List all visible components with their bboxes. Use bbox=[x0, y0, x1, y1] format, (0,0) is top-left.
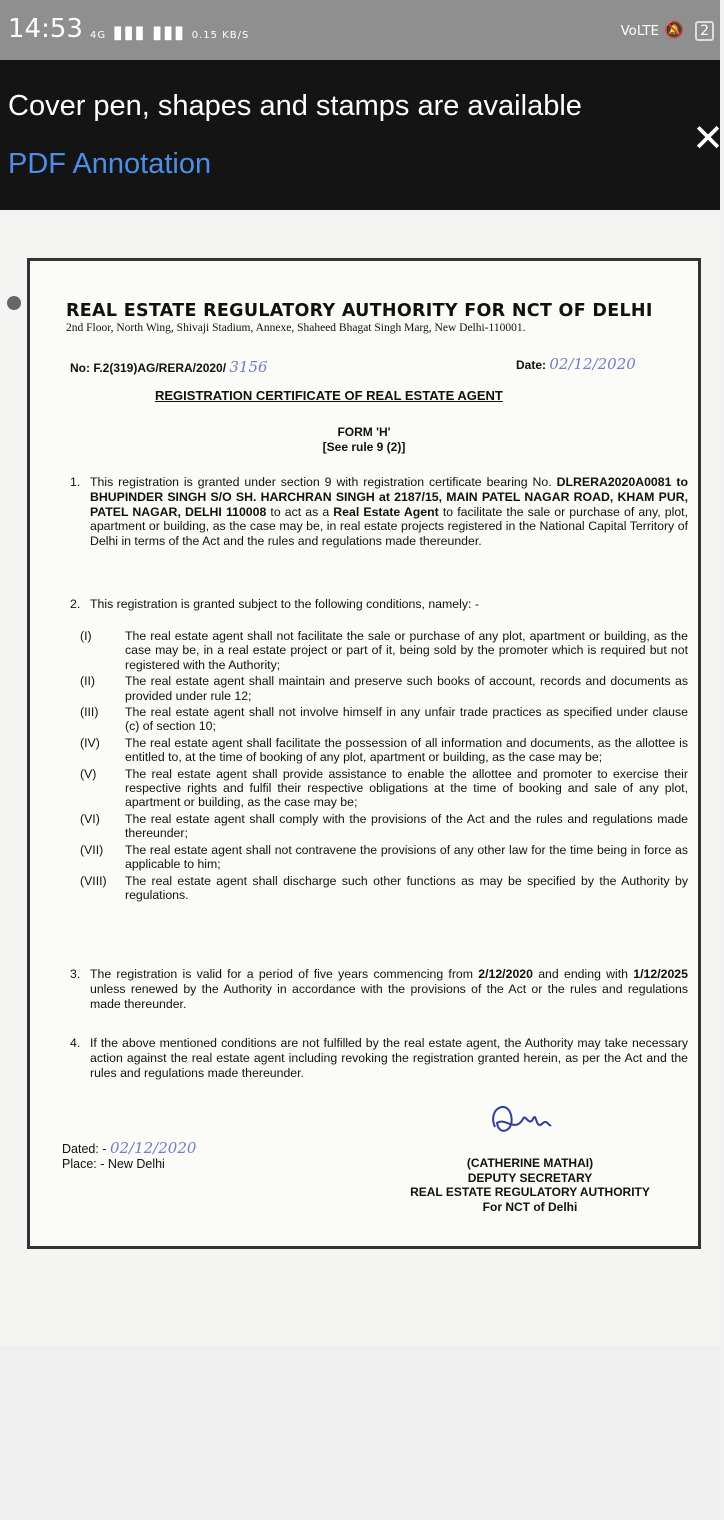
valid-from-date: 2/12/2020 bbox=[478, 967, 533, 981]
paragraph-number: 4. bbox=[70, 1036, 81, 1050]
condition-item bbox=[80, 629, 688, 672]
paragraph-text: to act as a bbox=[270, 504, 330, 519]
signal-icon: 4G ▮▮▮ ▮▮▮ 0.15 KB/S bbox=[90, 22, 250, 43]
condition-item bbox=[80, 674, 688, 703]
authority-address: 2nd Floor, North Wing, Shivaji Stadium, Annexe, Shaheed Bhagat Singh Marg, New Delhi-110001. bbox=[66, 322, 526, 334]
paragraph-number: 2. bbox=[70, 597, 81, 611]
condition-item bbox=[80, 812, 688, 841]
form-label bbox=[30, 425, 698, 455]
paragraph-text: If the above mentioned conditions are not fulfilled by the real estate agent, the Authority may take necessary action against the real estate agent including revoking the registration granted herein, as per the Act and the rules and regulations made thereunder. bbox=[90, 1036, 688, 1080]
signature-scribble bbox=[485, 1097, 555, 1145]
signer-org-region: For NCT of Delhi bbox=[482, 1199, 578, 1214]
condition-item bbox=[80, 874, 688, 903]
condition-number: (VIII) bbox=[80, 873, 107, 888]
certificate-heading: REGISTRATION CERTIFICATE OF REAL ESTATE AGENT bbox=[155, 388, 503, 403]
agent-role: Real Estate Agent bbox=[333, 504, 439, 519]
paragraph-number: 1. bbox=[70, 475, 81, 489]
volte-label: VoLTE bbox=[620, 24, 659, 39]
date-handwritten: 02/12/2020 bbox=[549, 355, 636, 373]
paragraph-text: This registration is granted subject to the following conditions, namely: - bbox=[90, 597, 479, 611]
paragraph-number: 3. bbox=[70, 967, 81, 981]
dated-label: Dated: - bbox=[62, 1142, 107, 1156]
paragraph-2 bbox=[70, 597, 688, 612]
certificate-date bbox=[516, 355, 636, 373]
reference-number bbox=[70, 358, 268, 376]
form-rule: [See rule 9 (2)] bbox=[322, 440, 406, 454]
condition-item bbox=[80, 767, 688, 810]
condition-text: The real estate agent shall not involve himself in any unfair trade practices as specified under clause (c) of section 10; bbox=[125, 705, 688, 734]
condition-number: (IV) bbox=[80, 735, 100, 750]
condition-number: (II) bbox=[80, 674, 96, 689]
signature-mark bbox=[485, 1097, 555, 1152]
registration-certificate bbox=[27, 258, 701, 1249]
paragraph-text: and ending with bbox=[538, 967, 629, 981]
condition-text: The real estate agent shall provide assistance to enable the allottee and promoter to exercise their respective rights and fulfil their respective obligations at the time of booking and sale of any plot, apartment or building, as the case may be; bbox=[125, 766, 688, 810]
signatory-block bbox=[396, 1156, 664, 1214]
form-name: FORM 'H' bbox=[337, 425, 391, 439]
viewer-bottom-area bbox=[0, 1345, 720, 1520]
close-icon[interactable]: ✕ bbox=[692, 118, 724, 160]
reference-label: No: F.2(319)AG/RERA/2020/ bbox=[70, 361, 227, 375]
banner-message: Cover pen, shapes and stamps are available bbox=[8, 90, 582, 122]
paragraph-text: unless renewed by the Authority in accordance with the provisions of the Act or the rules and regulations made thereunder. bbox=[90, 981, 688, 1011]
condition-number: (I) bbox=[80, 629, 92, 643]
agent-details: DLRERA2020A0081 to BHUPINDER SINGH S/O SH. HARCHRAN SINGH at 2187/15, MAIN PATEL NAGAR ROAD, KHAM PUR, PATEL NAGAR, DELHI 110008 bbox=[90, 475, 688, 519]
status-time: 14:53 bbox=[8, 14, 83, 44]
status-right bbox=[621, 20, 714, 41]
date-label: Date: bbox=[516, 358, 547, 372]
signer-name: (CATHERINE MATHAI) bbox=[466, 1156, 594, 1170]
paragraph-3 bbox=[70, 967, 688, 1011]
condition-number: (III) bbox=[80, 705, 99, 720]
condition-text: The real estate agent shall not facilitate the sale or purchase of any plot, apartment or building, as the case may be, in a real estate project or part of it, being sold by the promoter which is required but not registered with the Authority; bbox=[125, 629, 688, 672]
condition-number: (V) bbox=[80, 766, 97, 781]
network-speed: 0.15 KB/S bbox=[191, 30, 250, 41]
condition-text: The real estate agent shall maintain and preserve such books of account, records and documents as provided under rule 12; bbox=[125, 674, 688, 703]
signer-org: REAL ESTATE REGULATORY AUTHORITY bbox=[410, 1185, 650, 1199]
place-label: Place: - bbox=[62, 1157, 105, 1171]
paragraph-text: This registration is granted under section 9 with registration certificate bearing No. bbox=[90, 475, 552, 489]
dated-place-block bbox=[62, 1141, 196, 1172]
condition-number: (VII) bbox=[80, 842, 104, 857]
mute-icon: 🔕 bbox=[664, 20, 684, 39]
paragraph-text: The registration is valid for a period of five years commencing from bbox=[90, 967, 473, 981]
condition-item bbox=[80, 705, 688, 734]
paragraph-1 bbox=[70, 475, 688, 549]
valid-until-date: 1/12/2025 bbox=[633, 967, 688, 981]
battery-icon: 2 bbox=[695, 21, 714, 41]
condition-text: The real estate agent shall discharge such other functions as may be specified by the Authority by regulations. bbox=[125, 873, 688, 902]
signer-title: DEPUTY SECRETARY bbox=[467, 1170, 593, 1185]
condition-item bbox=[80, 736, 688, 765]
condition-number: (VI) bbox=[80, 811, 100, 826]
condition-text: The real estate agent shall comply with the provisions of the Act and the rules and regulations made thereunder; bbox=[125, 811, 688, 841]
paragraph-text: to facilitate the sale or purchase of any, plot, apartment or building, as the case may be, in real estate projects registered in the National Capital Territory of Delhi in terms of the Act and the rules and regulations made thereunder. bbox=[90, 504, 689, 549]
conditions-list bbox=[80, 629, 688, 904]
dated-handwritten: 02/12/2020 bbox=[109, 1139, 197, 1157]
page-marker-dot bbox=[7, 296, 21, 310]
paragraph-4 bbox=[70, 1036, 688, 1080]
annotation-banner bbox=[0, 60, 724, 210]
reference-handwritten: 3156 bbox=[229, 358, 268, 376]
condition-text: The real estate agent shall facilitate the possession of all information and documents, as the allottee is entitled to, at the time of booking of any plot, apartment or building, as the case may be; bbox=[125, 735, 688, 765]
network-type: 4G bbox=[90, 30, 107, 41]
status-bar bbox=[0, 0, 720, 60]
pdf-annotation-link[interactable]: PDF Annotation bbox=[8, 148, 212, 180]
authority-title: REAL ESTATE REGULATORY AUTHORITY FOR NCT OF DELHI bbox=[66, 301, 653, 321]
condition-item bbox=[80, 843, 688, 872]
condition-text: The real estate agent shall not contravene the provisions of any other law for the time being in force as applicable to him; bbox=[125, 842, 688, 872]
place-value: New Delhi bbox=[107, 1157, 165, 1171]
